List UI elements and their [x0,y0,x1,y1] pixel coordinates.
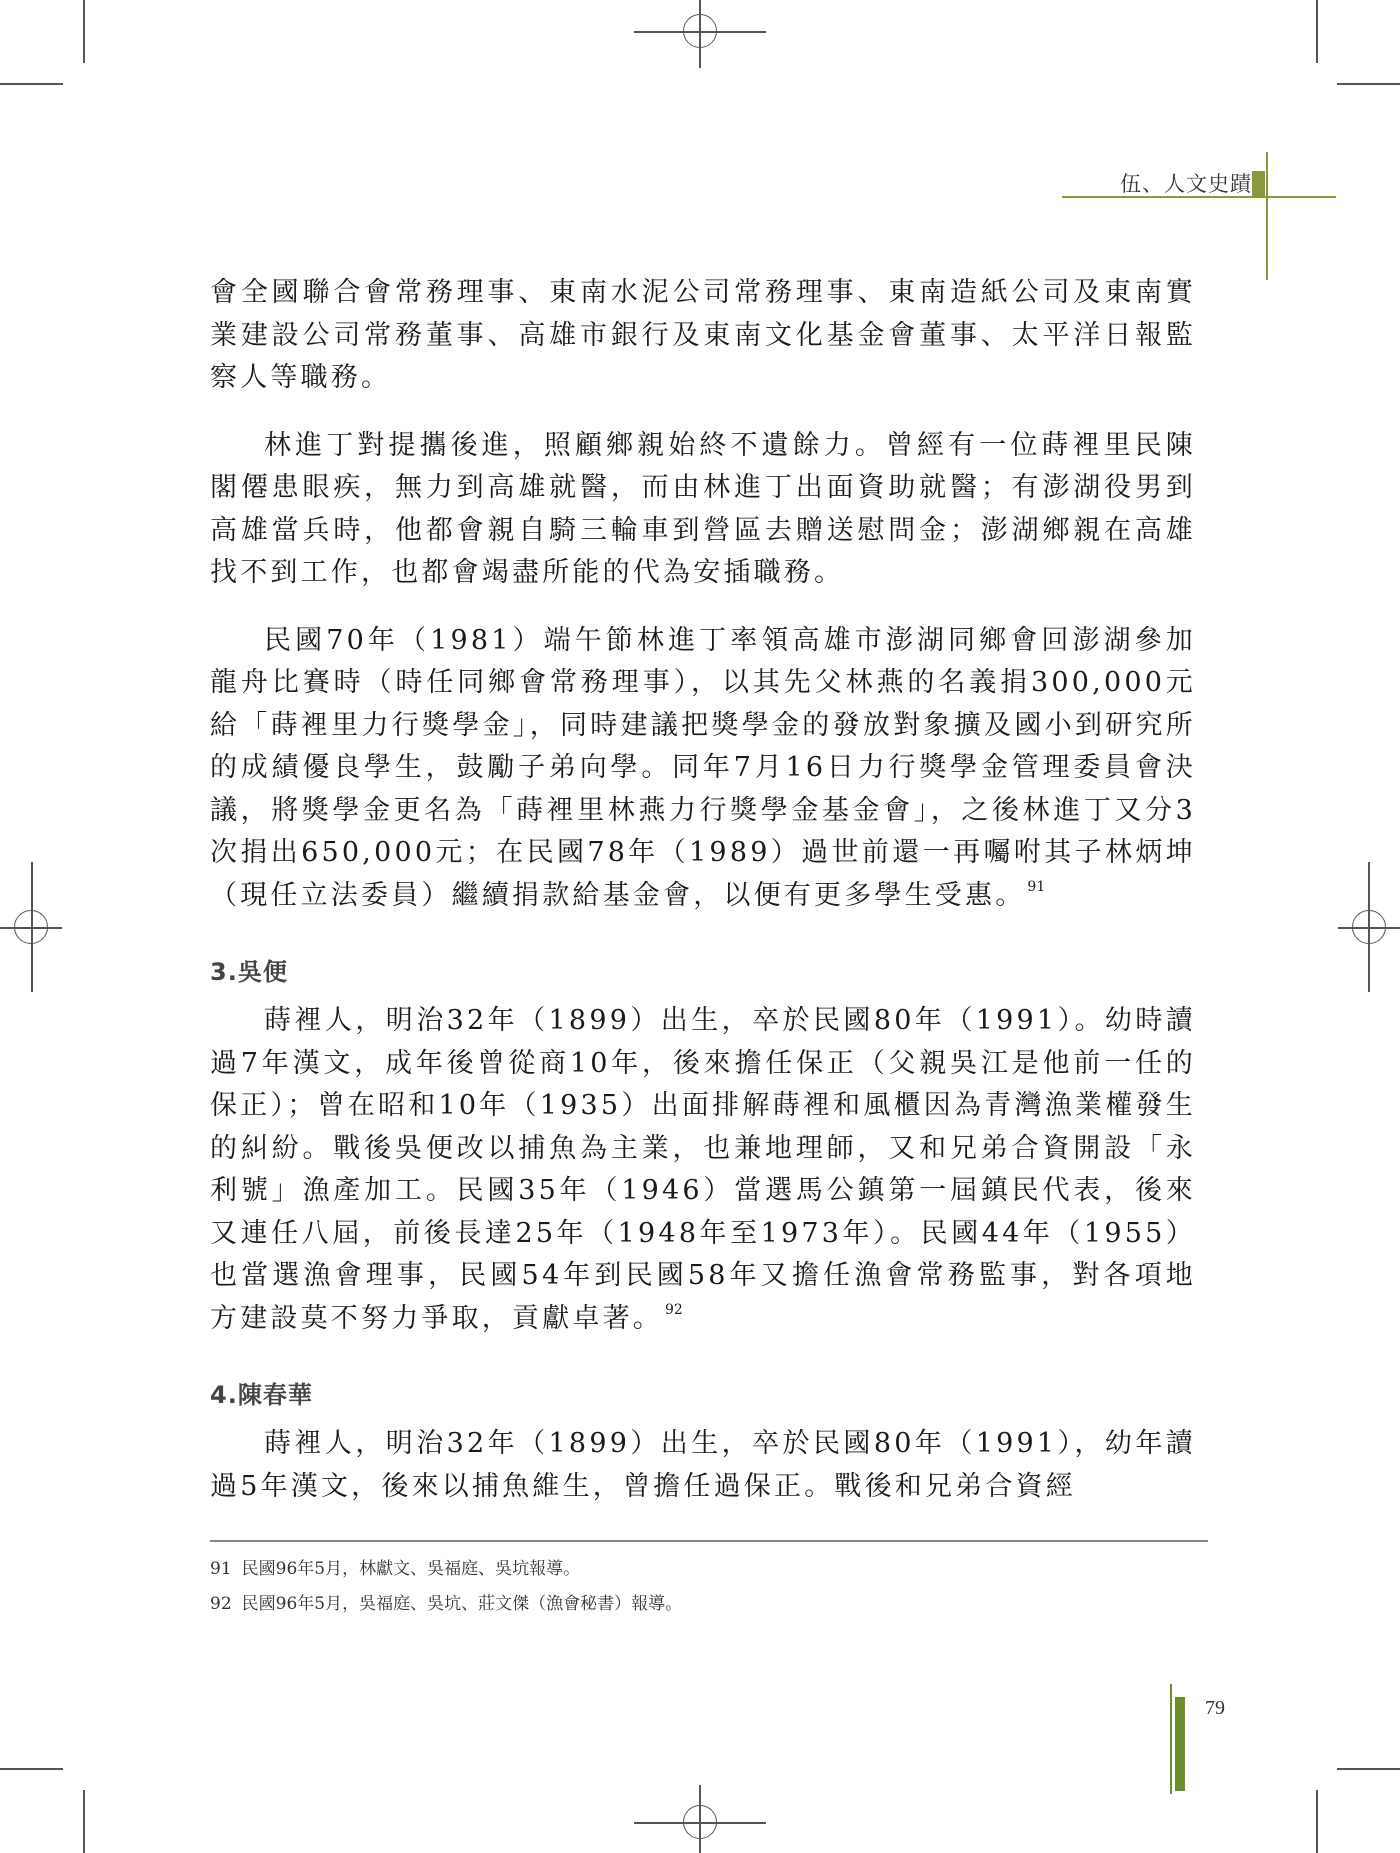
page-number: 79 [1205,1697,1225,1719]
paragraph-5: 蒔裡人，明治32年（1899）出生，卒於民國80年（1991），幼年讀過5年漢文，後來以捕魚維生，曾擔任過保正。戰後和兄弟合資經 [210,1428,1196,1502]
footnote-number: 91 [210,1559,232,1579]
footnote-92 [210,1587,1190,1622]
section-heading-3: 3.吳便 [210,958,288,986]
footnotes [210,1552,1190,1622]
paragraph-3-text: 民國70年（1981）端午節林進丁率領高雄市澎湖同鄉會回澎湖參加龍舟比賽時（時任同鄉會常務理事），以其先父林燕的名義捐300,000元給「蒔裡里力行獎學金」，同時建議把獎學金的發放對象擴及國小到研究所的成績優良學生，鼓勵子弟向學。同年7月16日力行獎學金管理委員會決議，將獎學金更名為「蒔裡里林燕力行獎學金基金會」，之後林進丁又分3次捐出650,000元；在民國78年（1989）過世前還一再囑咐其子林炳坤（現任立法委員）繼續捐款給基金會，以便有更多學生受惠。 [210,624,1196,911]
body-text [210,272,1196,1533]
section-heading-4: 4.陳春華 [210,1381,313,1409]
header-rule [1062,196,1336,198]
footnote-text: 民國96年5月，林獻文、吳福庭、吳坑報導。 [241,1559,581,1579]
paragraph-4-text: 蒔裡人，明治32年（1899）出生，卒於民國80年（1991）。幼時讀過7年漢文，成年後曾從商10年，後來擔任保正（父親吳江是他前一任的保正）；曾在昭和10年（1935）出面排解蒔裡和風櫃因為青灣漁業權發生的糾紛。戰後吳便改以捕魚為主業，也兼地理師，又和兄弟合資開設「永利號」漁產加工。民國35年（1946）當選馬公鎮第一屆鎮民代表，後來又連任八屆，前後長達25年（1948年至1973年）。民國44年（1955）也當選漁會理事，民國54年到民國58年又擔任漁會常務監事，對各項地方建設莫不努力爭取，貢獻卓著。 [210,1005,1196,1334]
paragraph-2: 林進丁對提攜後進，照顧鄉親始終不遺餘力。曾經有一位蒔裡里民陳閣僊患眼疾，無力到高雄就醫，而由林進丁出面資助就醫；有澎湖役男到高雄當兵時，他都會親自騎三輪車到營區去贈送慰問金；澎湖鄉親在高雄找不到工作，也都會竭盡所能的代為安插職務。 [210,429,1196,588]
paragraph-4 [210,1000,1196,1340]
paragraph-3 [210,620,1196,918]
header-vertical-rule [1266,152,1268,280]
page-number-rule [1170,1684,1172,1794]
footnote-rule [210,1540,1208,1542]
paragraph-1: 會全國聯合會常務理事、東南水泥公司常務理事、東南造紙公司及東南實業建設公司常務董事、高雄市銀行及東南文化基金會董事、太平洋日報監察人等職務。 [210,277,1196,393]
header-accent-block [1252,171,1265,197]
header-section-title: 伍、人文史蹟 [1120,172,1252,196]
footnote-ref-91[interactable]: 91 [1027,878,1046,895]
footnote-number: 92 [210,1594,232,1614]
footnote-91 [210,1552,1190,1587]
page-number-bar [1175,1697,1185,1791]
footnote-text: 民國96年5月，吳福庭、吳坑、莊文傑（漁會秘書）報導。 [241,1594,683,1614]
footnote-ref-92[interactable]: 92 [665,1301,683,1318]
